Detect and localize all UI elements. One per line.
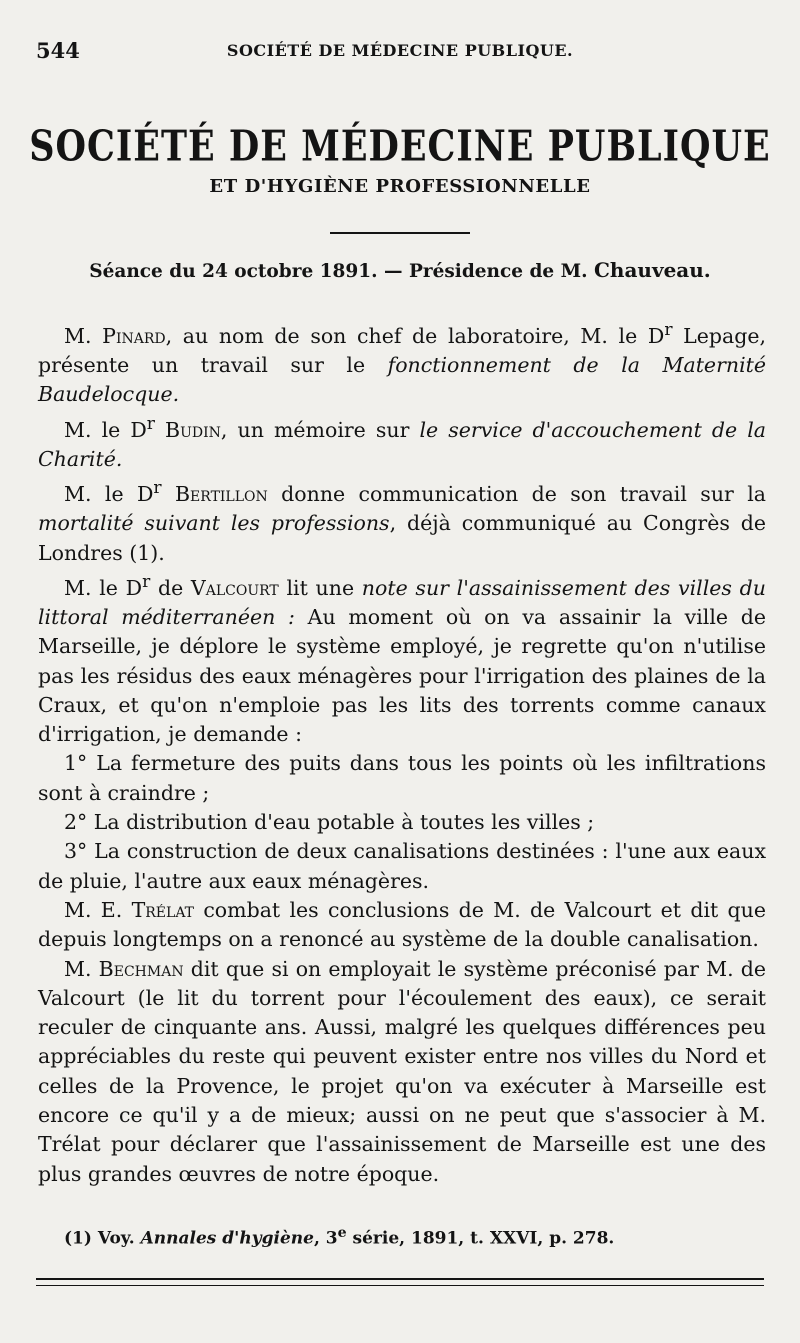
text-run: série, 1891, t. XXVI, p. 278. bbox=[346, 1228, 615, 1249]
superscript: r bbox=[142, 571, 151, 592]
text-run: , 3 bbox=[313, 1228, 338, 1249]
person-name: Pinard bbox=[102, 323, 166, 348]
text-run: , au nom de son chef de laboratoire, M. le D bbox=[165, 323, 665, 348]
body-text bbox=[38, 316, 766, 1189]
italic-run: le service d'accouchement de la Charité. bbox=[38, 417, 767, 471]
paragraph-valcourt bbox=[38, 568, 766, 750]
person-name: Valcourt bbox=[190, 575, 279, 600]
paragraph-trelat bbox=[38, 896, 766, 955]
running-head: SOCIÉTÉ DE MÉDECINE PUBLIQUE. bbox=[226, 41, 574, 60]
bottom-rule-thin bbox=[36, 1285, 764, 1286]
list-item-3: 3° La construction de deux canalisations destinées : l'une aux eaux de pluie, l'autre aux eaux ménagères. bbox=[38, 839, 766, 893]
text-run: , un mémoire sur bbox=[220, 417, 420, 442]
italic-run: Annales d'hygiène bbox=[140, 1228, 314, 1249]
text-run: lit une bbox=[278, 575, 362, 600]
person-name: Trélat bbox=[122, 897, 195, 922]
text-run: (1) Voy. bbox=[64, 1228, 141, 1249]
page-header bbox=[36, 38, 764, 66]
footnote bbox=[64, 1225, 764, 1249]
text-run: donne communication de son travail sur la bbox=[267, 481, 766, 506]
paragraph-bechman bbox=[38, 955, 766, 1189]
italic-run: note sur l'assainissement des villes du littoral méditerranéen : bbox=[38, 575, 766, 629]
text-run: dit que si on employait le système préconisé par M. de Valcourt (le lit du torrent pour l'écoulement des eaux), ce serait reculer de cinquante ans. Aussi, malgré les quelques différences peu appréciables du reste qui peuvent exister entre nos villes du Nord et celles de la Provence, le projet qu'on va exécuter à Marseille est encore ce qu'il y a de mieux; aussi on ne peut que s'associer à M. Trélat pour déclarer que l'assainissement de Marseille est une des plus grandes œuvres de notre époque. bbox=[38, 956, 767, 1186]
text-run: , déjà communiqué au Congrès de Londres (1). bbox=[38, 511, 766, 565]
person-name: Bertillon bbox=[161, 481, 268, 506]
superscript: r bbox=[146, 413, 155, 434]
italic-run: mortalité suivant les professions bbox=[38, 511, 390, 536]
superscript: r bbox=[664, 320, 673, 340]
text-run: M. bbox=[64, 956, 92, 981]
paragraph-bertillon bbox=[38, 474, 766, 568]
page-number: 544 bbox=[36, 38, 80, 63]
title-divider bbox=[330, 232, 470, 234]
section-subtitle: ET D'HYGIÈNE PROFESSIONNELLE bbox=[209, 176, 591, 197]
text-run: de bbox=[150, 575, 191, 600]
superscript: r bbox=[153, 478, 162, 499]
list-item-2: 2° La distribution d'eau potable à toutes les villes ; bbox=[64, 810, 595, 835]
italic-run: fonctionnement de la Maternité Baudelocque. bbox=[38, 353, 766, 407]
superscript: e bbox=[337, 1225, 347, 1241]
person-name: Bechman bbox=[91, 956, 184, 981]
session-president: Chauveau. bbox=[594, 258, 711, 282]
paragraph-budin bbox=[38, 410, 766, 474]
session-text: Séance du 24 octobre 1891. — Présidence de M. bbox=[89, 261, 588, 282]
text-run: M. bbox=[64, 323, 92, 348]
text-run: M. le D bbox=[64, 481, 154, 506]
text-run: Lepage, présente un travail sur le bbox=[38, 323, 766, 378]
bottom-rule bbox=[36, 1278, 764, 1280]
text-run: combat les conclusions de M. de Valcourt et dit que depuis longtemps on a renoncé au système de la double canalisation. bbox=[38, 897, 766, 952]
text-run: M. le D bbox=[64, 575, 143, 600]
text-run: Au moment où on va assainir la ville de Marseille, je déplore le système employé, je regrette qu'on n'utilise pas les résidus des eaux ménagères pour l'irrigation des plaines de la Craux, et qu'on n'emploie pas les lits des torrents comme canaux d'irrigation, je demande : bbox=[38, 604, 766, 747]
paragraph-pinard bbox=[38, 316, 766, 410]
section-title: SOCIÉTÉ DE MÉDECINE PUBLIQUE bbox=[29, 122, 771, 172]
session-line bbox=[0, 258, 800, 282]
list-item-1: 1° La fermeture des puits dans tous les points où les infiltrations sont à craindre ; bbox=[38, 751, 766, 805]
person-name: Budin bbox=[154, 417, 221, 442]
text-run: M. le D bbox=[64, 417, 147, 442]
text-run: M. E. bbox=[64, 897, 123, 922]
